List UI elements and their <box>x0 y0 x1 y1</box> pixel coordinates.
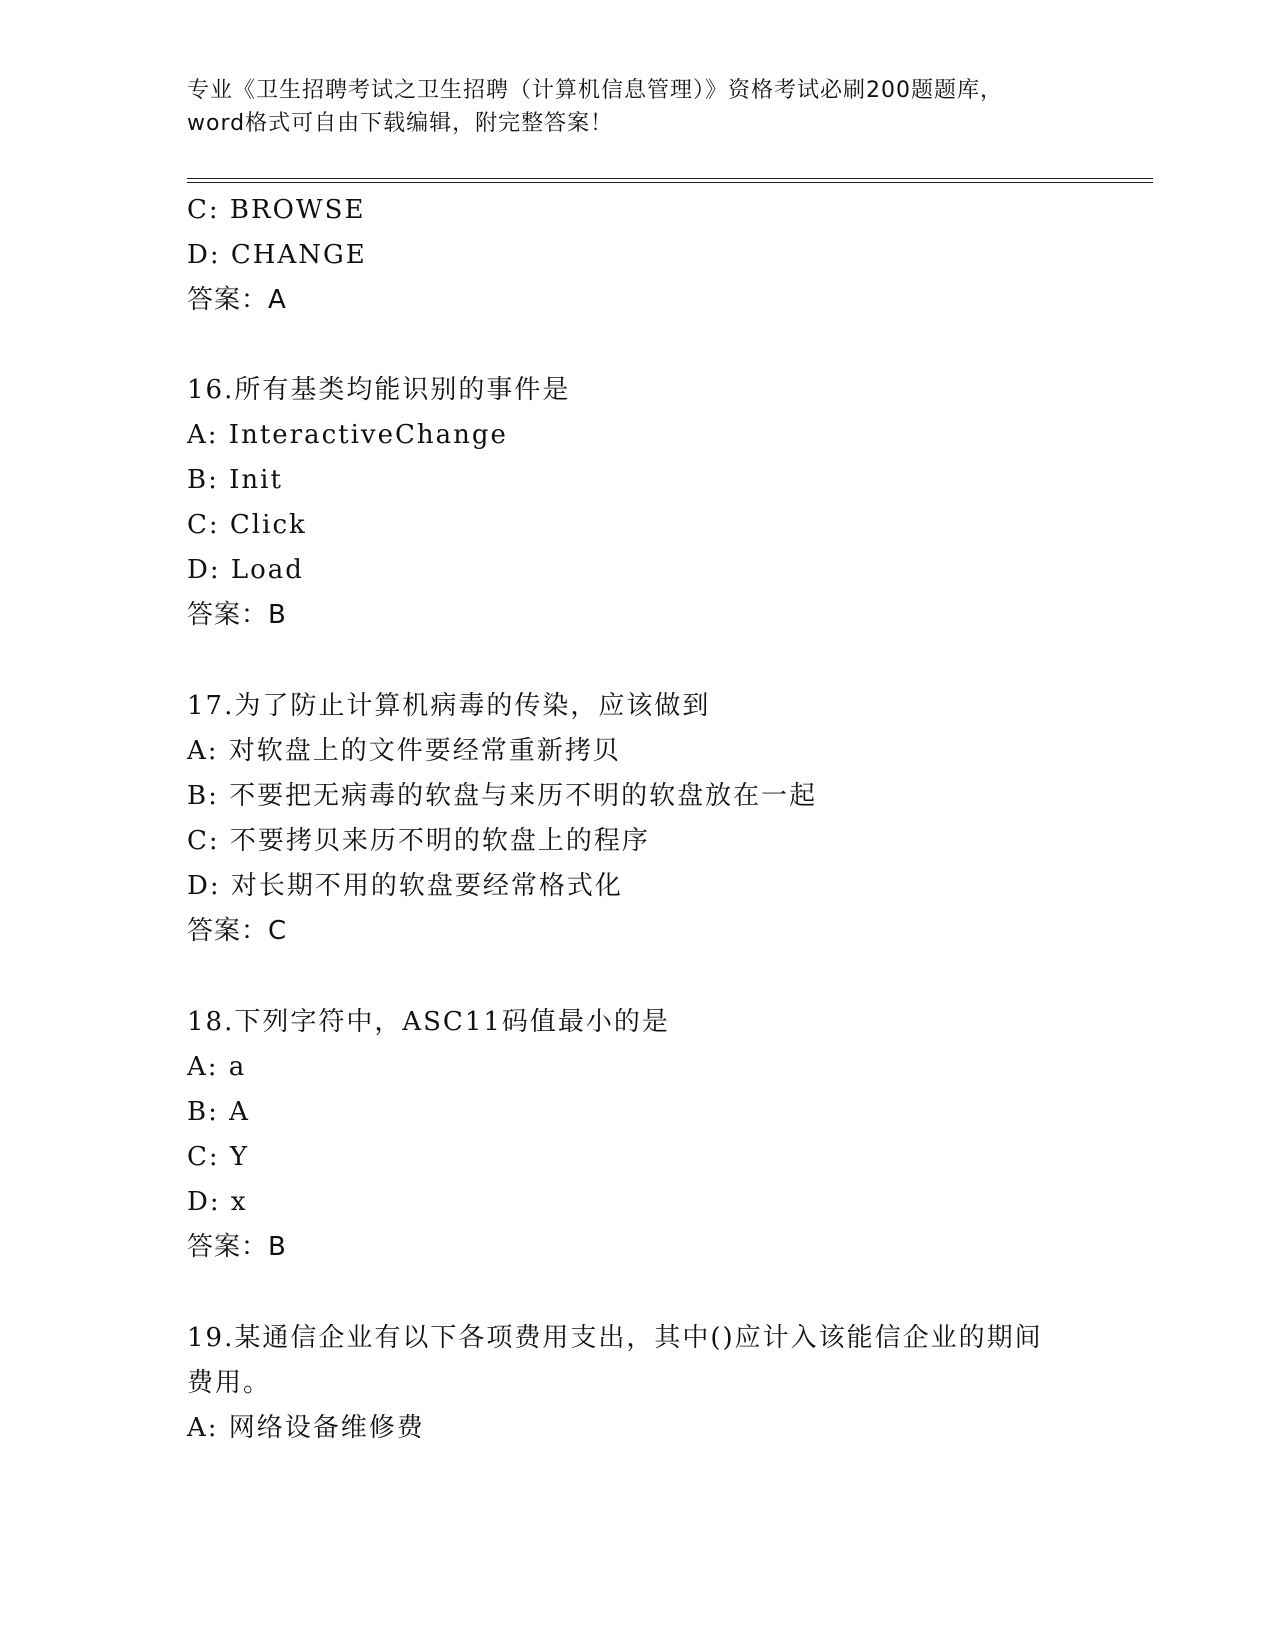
q15-answer: 答案：A <box>187 285 287 315</box>
q17-option-c: C: 不要拷贝来历不明的软盘上的程序 <box>187 826 650 856</box>
q16-option-b: B: Init <box>187 465 283 495</box>
q16-option-c: C: Click <box>187 510 307 540</box>
q18-question: 18.下列字符中，ASC11码值最小的是 <box>187 1007 670 1037</box>
q19-option-a: A: 网络设备维修费 <box>187 1413 425 1443</box>
q16-question: 16.所有基类均能识别的事件是 <box>187 375 571 405</box>
q15-option-c: C: BROWSE <box>187 195 366 225</box>
q17-option-b: B: 不要把无病毒的软盘与来历不明的软盘放在一起 <box>187 781 818 811</box>
q18-option-d: D: x <box>187 1187 248 1217</box>
q18-option-c: C: Y <box>187 1142 250 1172</box>
document-header <box>187 74 1087 140</box>
q17-option-a: A: 对软盘上的文件要经常重新拷贝 <box>187 736 621 766</box>
q18-option-b: B: A <box>187 1097 250 1127</box>
q15-option-d: D: CHANGE <box>187 240 367 270</box>
q16-option-d: D: Load <box>187 555 304 585</box>
header-divider <box>187 178 1153 183</box>
q16-option-a: A: InteractiveChange <box>187 420 508 450</box>
q17-question: 17.为了防止计算机病毒的传染，应该做到 <box>187 691 711 721</box>
q17-option-d: D: 对长期不用的软盘要经常格式化 <box>187 871 623 901</box>
q16-answer: 答案：B <box>187 600 287 630</box>
q19-question-line-1: 19.某通信企业有以下各项费用支出，其中()应计入该能信企业的期间 <box>187 1323 1043 1353</box>
q19-question-line-2: 费用。 <box>187 1368 272 1398</box>
header-title-line-1: 专业《卫生招聘考试之卫生招聘（计算机信息管理）》资格考试必刷200题题库， <box>187 78 1003 103</box>
header-title-line-2: word格式可自由下载编辑，附完整答案！ <box>187 111 614 136</box>
q18-option-a: A: a <box>187 1052 247 1082</box>
q17-answer: 答案：C <box>187 916 288 946</box>
q18-answer: 答案：B <box>187 1232 287 1262</box>
